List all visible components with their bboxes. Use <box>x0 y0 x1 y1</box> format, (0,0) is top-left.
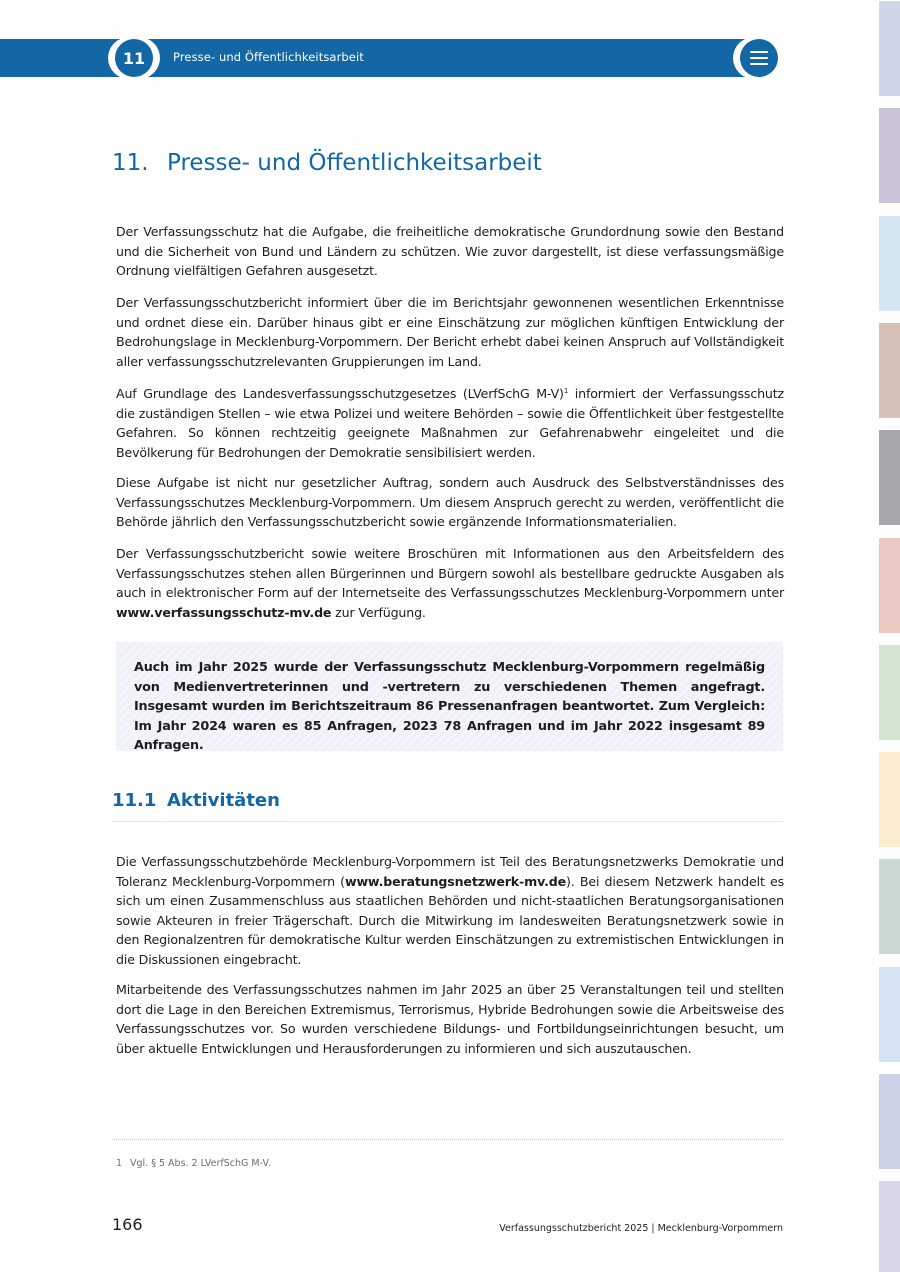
section-paragraph-1-end: ). Bei diesem Netzwerk handelt es sich um einen Zusammenschluss aus staatlichen Behörden und nicht-staatlichen Beratungsorganisationen sowie Akteuren in freier Trägerschaft. Durch die Mitwirkung im landesweiten Beratungsnetzwerk sowie in den Regionalzentren für demokratische Kultur werden Einschätzungen zu extremistischen Entwicklungen in die Diskussionen eingebracht. <box>116 873 784 967</box>
side-tab-6[interactable] <box>879 538 900 633</box>
heading-title: Presse- und Öffentlichkeitsarbeit <box>167 150 542 176</box>
paragraph-5 <box>116 544 784 622</box>
header-chapter-title: Presse- und Öffentlichkeitsarbeit <box>173 50 364 64</box>
footnote-text: Vgl. § 5 Abs. 2 LVerfSchG M-V. <box>130 1158 271 1169</box>
footnote-divider <box>112 1139 783 1140</box>
section-heading <box>112 790 280 811</box>
section-divider <box>112 821 783 822</box>
side-tab-12[interactable] <box>879 1181 900 1272</box>
side-tab-1[interactable] <box>879 1 900 96</box>
network-link[interactable]: www.beratungsnetzwerk-mv.de <box>344 873 567 889</box>
side-tab-8[interactable] <box>879 752 900 847</box>
paragraph-5-start: Der Verfassungsschutzbericht sowie weitere Broschüren mit Informationen aus den Arbeitsfeldern des Verfassungsschutzes stehen allen Bürgerinnen und Bürgern sowohl als bestellbare gedruckte Ausgaben als auch in elektronischer Form auf der Internetseite des Verfassungsschutzes Mecklenburg-Vorpommern unter <box>116 546 784 601</box>
paragraph-3-start: Auf Grundlage des Landesverfassungsschutzgesetzes (LVerfSchG M-V) <box>116 386 564 401</box>
info-box <box>116 642 783 754</box>
section-paragraph-1 <box>116 852 784 970</box>
section-paragraph-2: Mitarbeitende des Verfassungsschutzes nahmen im Jahr 2025 an über 25 Veranstaltungen teil und stellten dort die Lage in den Bereichen Extremismus, Terrorismus, Hybride Bedrohungen sowie die Arbeitsweise des Verfassungsschutzes vor. So wurden verschiedene Bildungs- und Fortbildungseinrichtungen besucht, um über aktuelle Entwicklungen und Herausforderungen zu informieren und sich auszutauschen. <box>116 982 784 1056</box>
footer-publication: Verfassungsschutzbericht 2025 | Mecklenburg-Vorpommern <box>499 1223 783 1234</box>
paragraph-3-end: informiert der Verfassungsschutz die zuständigen Stellen – wie etwa Polizei und weitere Behörden – sowie die Öffentlichkeit über festgestellte Gefahren. So können rechtzeitig geeignete Maßnahmen zur Gefahrenabwehr eingeleitet und die Bevölkerung für Bedrohungen der Demokratie sensibilisiert werden. <box>116 386 784 460</box>
footnote-reference[interactable]: 1 <box>563 386 569 395</box>
info-box-text: Auch im Jahr 2025 wurde der Verfassungsschutz Mecklenburg-Vorpommern regelmäßig von Medienvertreterinnen und -vertretern zu verschiedenen Themen angefragt. Insgesamt wurden im Berichtszeitraum 86 Pressenanfragen beantwortet. Zum Vergleich: Im Jahr 2024 waren es 85 Anfragen, 2023 78 Anfragen und im Jahr 2022 insgesamt 89 Anfragen. <box>134 660 765 754</box>
side-tab-7[interactable] <box>879 645 900 740</box>
page-number: 166 <box>112 1215 143 1234</box>
hamburger-menu-icon <box>740 39 778 77</box>
paragraph-3 <box>116 384 784 462</box>
paragraph-1: Der Verfassungsschutz hat die Aufgabe, die freiheitliche demokratische Grundordnung sowie den Bestand und die Sicherheit von Bund und Ländern zu schützen. Wie zuvor dargestellt, ist diese verfassungsmäßige Ordnung vielfältigen Gefahren ausgesetzt. <box>116 224 784 279</box>
section-number: 11.1 <box>112 790 157 811</box>
chapter-number: 11 <box>115 39 153 77</box>
footnote <box>116 1158 271 1169</box>
side-tab-4[interactable] <box>879 323 900 418</box>
chapter-badge <box>108 37 160 79</box>
paragraph-2: Der Verfassungsschutzbericht informiert über die im Berichtsjahr gewonnenen wesentlichen Erkenntnisse und ordnet diese ein. Darüber hinaus gibt er eine Einschätzung zur möglichen künftigen Entwicklung der Bedrohungslage in Mecklenburg-Vorpommern. Der Bericht erhebt dabei keinen Anspruch auf Vollständigkeit aller verfassungsschutzrelevanten Gruppierungen im Land. <box>116 295 784 369</box>
page-title <box>112 150 542 176</box>
paragraph-5-end: zur Verfügung. <box>331 604 426 620</box>
side-tab-2[interactable] <box>879 108 900 203</box>
section-title: Aktivitäten <box>167 790 280 811</box>
side-tab-5[interactable] <box>879 430 900 525</box>
menu-button[interactable] <box>733 37 785 79</box>
side-tab-9[interactable] <box>879 859 900 954</box>
side-tab-11[interactable] <box>879 1074 900 1169</box>
side-tab-3[interactable] <box>879 216 900 311</box>
heading-number: 11. <box>112 150 149 176</box>
section-paragraph-1-start: Die Verfassungsschutzbehörde Mecklenburg-Vorpommern ist Teil des Beratungsnetzwerks Demokratie und Toleranz Mecklenburg-Vorpommern ( <box>116 854 784 889</box>
side-tab-10[interactable] <box>879 967 900 1062</box>
footnote-number: 1 <box>116 1158 123 1169</box>
paragraph-4: Diese Aufgabe ist nicht nur gesetzlicher Auftrag, sondern auch Ausdruck des Selbstverständnisses des Verfassungsschutzes Mecklenburg-Vorpommern. Um diesem Anspruch gerecht zu werden, veröffentlicht die Behörde jährlich den Verfassungsschutzbericht sowie ergänzende Informationsmaterialien. <box>116 475 784 530</box>
website-link[interactable]: www.verfassungsschutz-mv.de <box>116 604 332 620</box>
